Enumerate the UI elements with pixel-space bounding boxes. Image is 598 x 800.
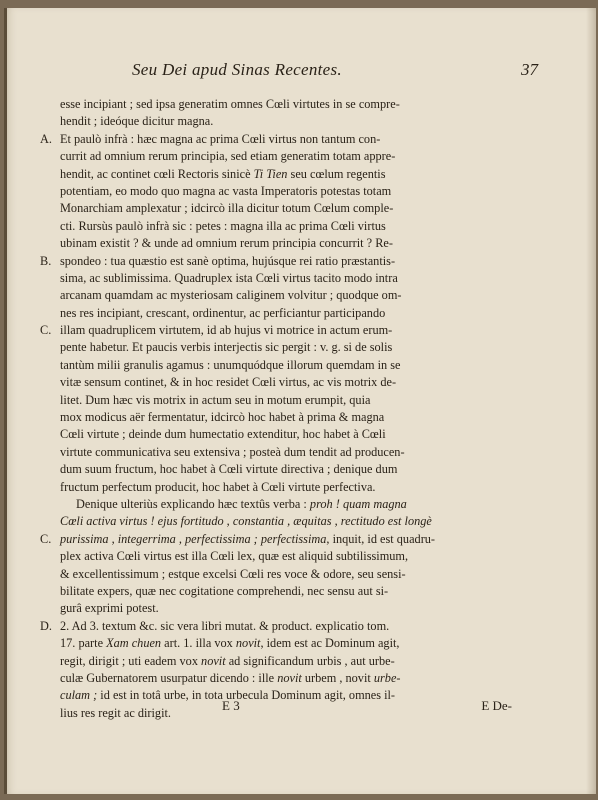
text-run: bilitate expers, quæ nec cogitatione comprehendi, nec sensu aut si-	[60, 583, 389, 598]
text-run: lius res regit ac dirigit.	[60, 705, 171, 720]
body-text	[40, 96, 558, 722]
text-line	[40, 287, 558, 304]
text-line	[40, 566, 558, 583]
text-line	[40, 670, 558, 687]
text-run: hendit ; ideóque dicitur magna.	[60, 114, 214, 129]
catchword: E De-	[481, 698, 512, 713]
text-line	[40, 131, 558, 148]
text-run: esse incipiant ; sed ipsa generatim omnes Cœli virtutes in se compre-	[60, 97, 400, 111]
text-run: mox modicus aër fermentatur, idcircò hoc habet à prima & magna	[60, 410, 385, 425]
text-line	[40, 322, 558, 339]
text-line	[40, 200, 558, 217]
text-run: regit, dirigit ; uti eadem vox	[60, 653, 202, 668]
text-line	[40, 305, 558, 322]
margin-marker: B.	[40, 253, 52, 268]
text-line	[40, 548, 558, 565]
text-run: urbem , novit	[301, 670, 374, 685]
text-line	[40, 357, 558, 374]
margin-marker: C.	[40, 531, 52, 546]
text-run: , idem est ac Dominum agit,	[260, 636, 400, 651]
page-footer	[4, 698, 596, 722]
margin-marker: D.	[40, 618, 52, 633]
text-line	[40, 96, 558, 113]
text-run: Et paulò infrà : hæc magna ac prima Cœli virtus non tantum con-	[60, 131, 381, 146]
text-run: illam quadruplicem virtutem, id ab hujus vi motrice in actum erum-	[60, 323, 393, 338]
text-line	[40, 253, 558, 270]
text-run: fructum perfectum producit, hoc habet à Cœli virtute perfectiva.	[60, 479, 376, 494]
italic-text: Cœli activa virtus ! ejus fortitudo , constantia , æquitas , rectitudo est longè	[60, 514, 432, 529]
text-line	[40, 513, 558, 530]
text-run: 2. Ad 3. textum &c. sic vera libri mutat. & product. explicatio tom.	[60, 618, 390, 633]
text-run: currit ad omnium rerum principia, sed etiam generatim totam appre-	[60, 149, 396, 164]
text-run: potentiam, eo modo quo magna ac vasta Imperatoris potestas totam	[60, 183, 392, 198]
text-line	[40, 653, 558, 670]
text-run: Cœli virtute ; deinde dum humectatio extenditur, hoc habet à Cœli	[60, 427, 386, 442]
italic-text: novit	[277, 670, 302, 685]
text-line	[40, 374, 558, 391]
text-run: arcanam quamdam ac mysteriosam caliginem volvitur ; quodque om-	[60, 288, 402, 303]
text-run: spondeo : tua quæstio est sanè optima, hujúsque rei ratio præstantis-	[60, 253, 396, 268]
text-run: nes res incipiant, crescant, ordinentur, ac perficiantur participando	[60, 305, 386, 320]
text-line	[40, 635, 558, 652]
text-run: seu cœlum regentis	[287, 166, 386, 181]
margin-marker: C.	[40, 323, 52, 338]
italic-text: culam ;	[60, 688, 98, 703]
text-line	[40, 600, 558, 617]
text-line	[40, 426, 558, 443]
italic-text: Ti Tien	[253, 166, 288, 181]
book-page	[4, 8, 596, 794]
italic-text: proh ! quam magna	[309, 496, 407, 511]
text-run: 17. parte	[60, 636, 107, 651]
text-run: & excellentissimum ; estque excelsi Cœli res voce & odore, seu sensi-	[60, 566, 406, 581]
text-line	[40, 113, 558, 130]
text-line	[40, 270, 558, 287]
text-run: culæ Gubernatorem usurpatur dicendo : ille	[60, 670, 278, 685]
text-line	[40, 583, 558, 600]
text-run: ad significandum urbis , aut urbe-	[225, 653, 395, 668]
text-line	[40, 444, 558, 461]
text-run: sima, ac sublimissima. Quadruplex ista Cœli virtus tacito modo intra	[60, 270, 398, 285]
text-run: Monarchiam amplexatur ; idcircò illa dicitur totum Cœlum comple-	[60, 201, 394, 216]
text-run: virtute communicativa seu extensiva ; posteà dum tendit ad producen-	[60, 444, 405, 459]
text-run: Denique ulteriùs explicando hæc textûs verba :	[76, 496, 310, 511]
text-run: pente habetur. Et paucis verbis interjectis sic pergit : v. g. si de solis	[60, 340, 393, 355]
text-run: , inquit, id est quadru-	[326, 531, 436, 546]
page-edge-shadow	[586, 8, 596, 794]
page-header	[4, 60, 596, 90]
italic-text: novit	[201, 653, 226, 668]
italic-text: urbe-	[373, 670, 401, 685]
text-line	[40, 392, 558, 409]
italic-text: Xam chuen	[106, 636, 162, 651]
signature-mark: E 3	[222, 698, 240, 713]
text-line	[40, 618, 558, 635]
text-run: ubinam existit ? & unde ad omnium rerum principia concurrit ? Re-	[60, 236, 393, 251]
text-line	[40, 409, 558, 426]
text-run: gurâ exprimi potest.	[60, 601, 159, 616]
text-line	[40, 235, 558, 252]
text-line	[40, 531, 558, 548]
page-number: 37	[521, 60, 538, 79]
text-run: litet. Dum hæc vis motrix in actum seu in motum erumpit, quia	[60, 392, 371, 407]
text-run: id est in totâ urbe, in tota urbecula Dominum agit, omnes il-	[97, 688, 396, 703]
text-run: hendit, ac continet cœli Rectoris sinicè	[60, 166, 254, 181]
text-run: dum suum fructum, hoc habet à Cœli virtute directiva ; denique dum	[60, 462, 398, 477]
text-run: art. 1. illa vox	[161, 636, 236, 651]
text-run: plex activa Cœli virtus est illa Cœli lex, quæ est aliquid subtilissimum,	[60, 549, 409, 564]
margin-marker: A.	[40, 131, 52, 146]
text-run: cti. Rursùs paulò infrà sic : petes : magna illa ac prima Cœli virtus	[60, 218, 386, 233]
text-line	[40, 218, 558, 235]
text-run: vitæ sensum continet, & in hoc residet Cœli virtus, ac vis motrix de-	[60, 375, 397, 390]
text-run: tantùm milii granulis agamus : unumquódque illorum quemdam in se	[60, 357, 401, 372]
text-line	[40, 496, 558, 513]
text-line	[40, 479, 558, 496]
text-line	[40, 183, 558, 200]
italic-text: novit	[235, 636, 261, 651]
text-line	[40, 148, 558, 165]
running-title: Seu Dei apud Sinas Recentes.	[132, 60, 342, 79]
text-line	[40, 461, 558, 478]
text-line	[40, 166, 558, 183]
page-gutter-shadow	[4, 8, 7, 794]
text-line	[40, 339, 558, 356]
italic-text: purissima , integerrima , perfectissima ; perfectissima	[60, 531, 327, 546]
